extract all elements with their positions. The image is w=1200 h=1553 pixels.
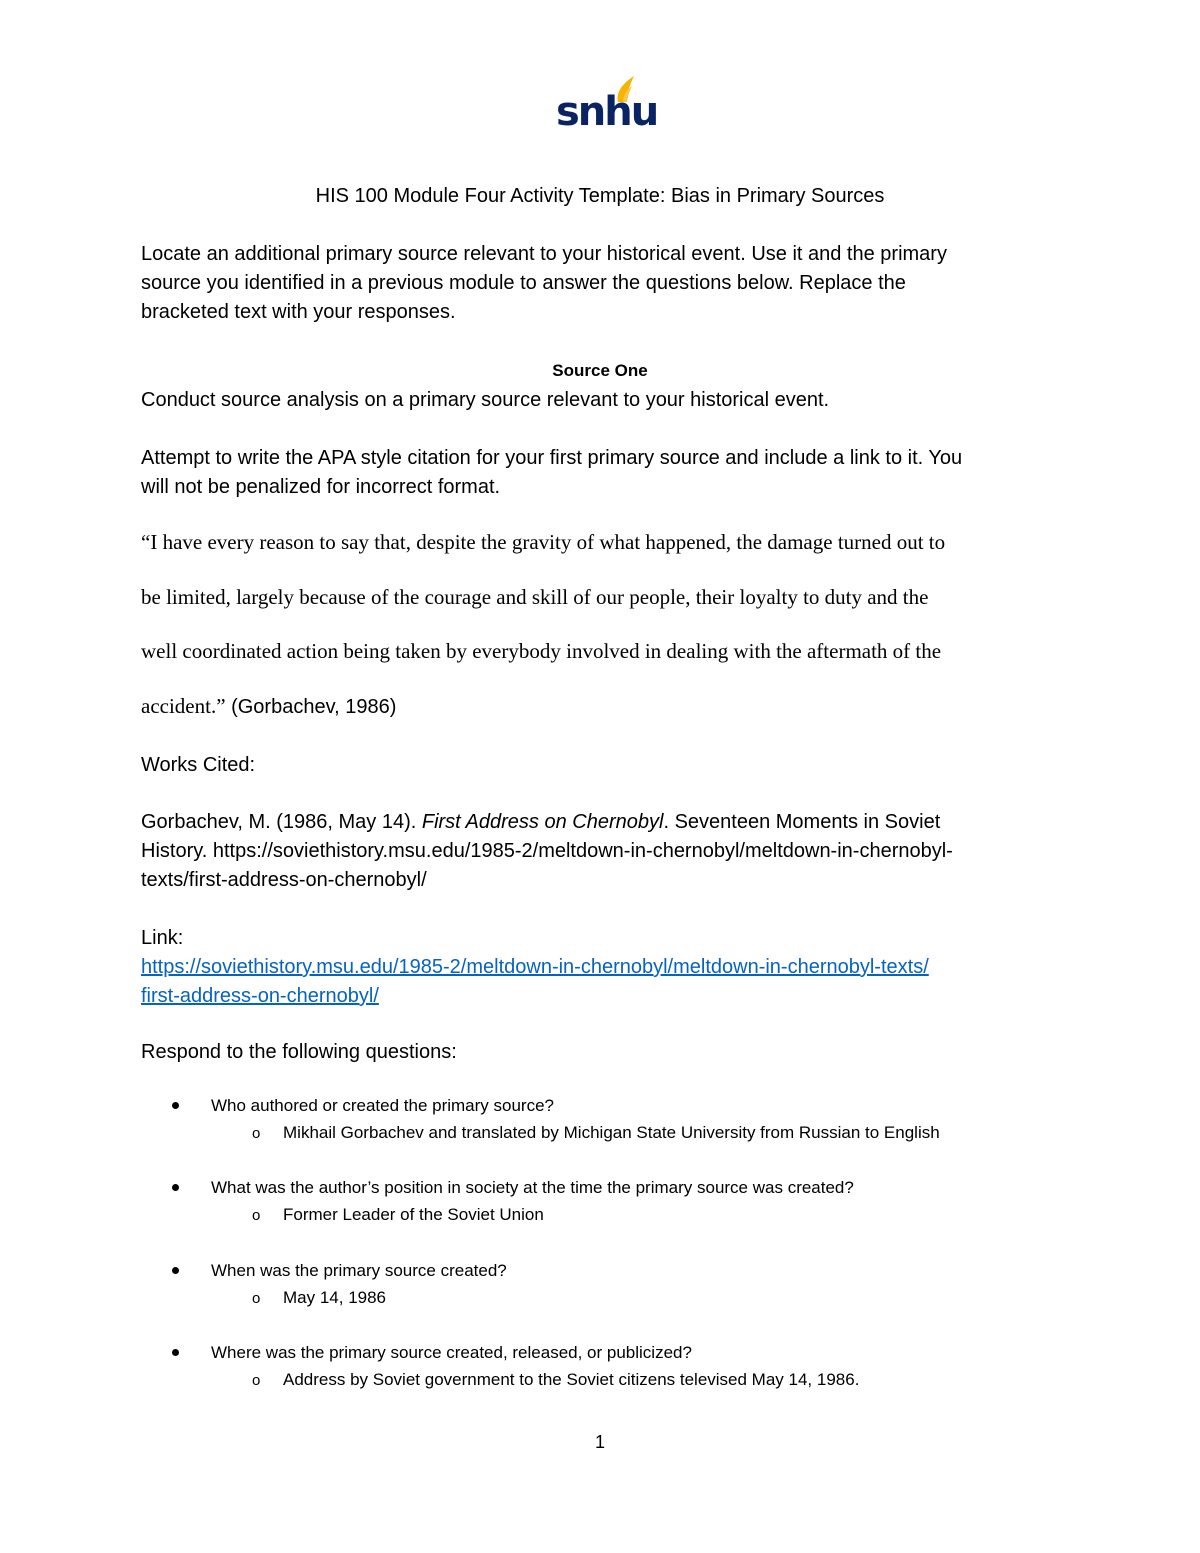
quote-line: “I have every reason to say that, despite the gravity of what happened, the damage turned out to [141, 530, 946, 554]
snhu-logo [556, 74, 658, 135]
sub-bullet-icon: o [252, 1372, 261, 1389]
answer-text: Address by Soviet government to the Soviet citizens televised May 14, 1986. [283, 1370, 860, 1389]
entry-suffix: . Seventeen Moments in Soviet [663, 811, 941, 833]
works-cited-heading: Works Cited: [141, 754, 256, 776]
question-text: When was the primary source created? [211, 1261, 507, 1280]
quote-last-line [141, 691, 1071, 722]
intro-line: bracketed text with your responses. [141, 301, 456, 323]
entry-title: First Address on Chernobyl [421, 811, 664, 833]
quote-line: be limited, largely because of the courage and skill of our people, their loyalty to duty and the [141, 585, 929, 609]
question-text: Where was the primary source created, released, or publicized? [211, 1343, 692, 1362]
answer-text: May 14, 1986 [283, 1288, 387, 1307]
source-link[interactable]: https://soviethistory.msu.edu/1985-2/meltdown-in-chernobyl/meltdown-in-chernobyl-texts/ [141, 956, 929, 978]
link-block [141, 924, 1061, 1011]
link-label: Link: [141, 927, 184, 949]
page-number: 1 [594, 1432, 605, 1452]
sub-bullet-icon: o [252, 1207, 261, 1224]
works-cited-entry [141, 808, 1061, 895]
intro-line: source you identified in a previous module to answer the questions below. Replace the [141, 272, 906, 294]
logo-wordmark: snhu [556, 89, 658, 135]
citation-prompt-line: will not be penalized for incorrect format. [141, 476, 501, 498]
source-heading: Source One [552, 361, 648, 380]
bullet-icon [172, 1267, 179, 1274]
bullet-icon [172, 1349, 179, 1356]
entry-prefix: Gorbachev, M. (1986, May 14). [141, 811, 422, 833]
quote-end: accident.” [141, 694, 226, 718]
citation-prompt-line: Attempt to write the APA style citation for your first primary source and include a link to it. You [141, 447, 963, 469]
bullet-icon [172, 1184, 179, 1191]
sub-bullet-icon: o [252, 1290, 261, 1307]
works-cited-line: texts/first-address-on-chernobyl/ [141, 869, 427, 891]
citation-prompt [141, 444, 1061, 502]
answer-text: Former Leader of the Soviet Union [283, 1205, 544, 1224]
quote-citation: (Gorbachev, 1986) [225, 696, 397, 718]
question-text: Who authored or created the primary source? [211, 1096, 555, 1115]
quote-line: well coordinated action being taken by everybody involved in dealing with the aftermath of the [141, 639, 942, 663]
works-cited-line [141, 808, 1061, 837]
respond-heading: Respond to the following questions: [141, 1041, 457, 1063]
question-text: What was the author’s position in society at the time the primary source was created? [211, 1178, 854, 1197]
source-link-continued[interactable]: first-address-on-chernobyl/ [141, 985, 379, 1007]
intro-paragraph [141, 240, 1061, 327]
works-cited-line: History. https://soviethistory.msu.edu/1985-2/meltdown-in-chernobyl/meltdown-in-chernobyl- [141, 840, 953, 862]
instruction-text: Conduct source analysis on a primary source relevant to your historical event. [141, 389, 830, 411]
document-title: HIS 100 Module Four Activity Template: Bias in Primary Sources [315, 185, 885, 207]
intro-line: Locate an additional primary source relevant to your historical event. Use it and the primary [141, 243, 947, 265]
bullet-icon [172, 1102, 179, 1109]
answer-text: Mikhail Gorbachev and translated by Michigan State University from Russian to English [283, 1123, 940, 1142]
sub-bullet-icon: o [252, 1125, 261, 1142]
